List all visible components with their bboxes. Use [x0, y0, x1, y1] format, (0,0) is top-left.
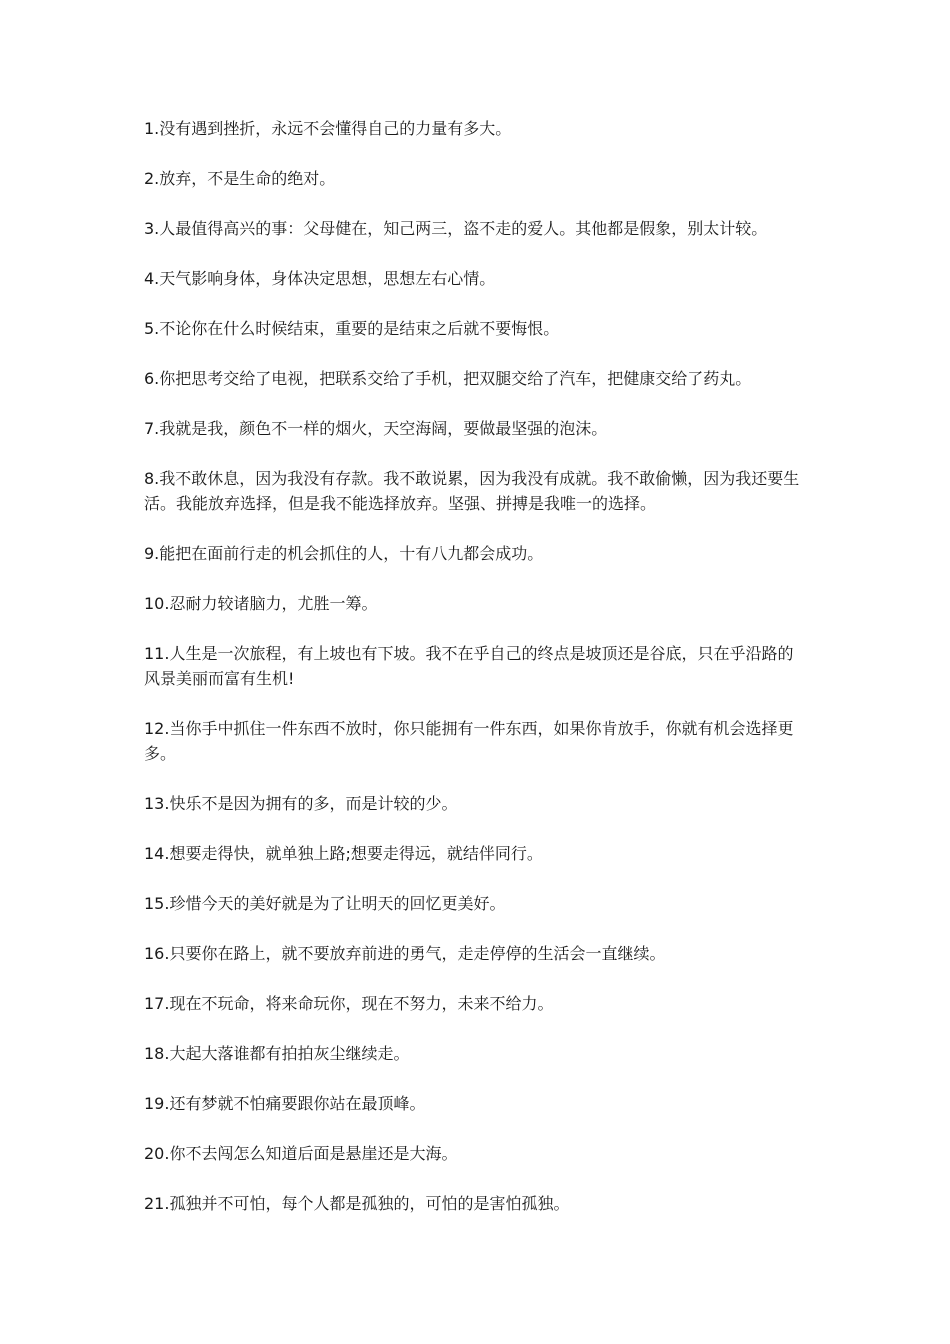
paragraph-13: 13.快乐不是因为拥有的多，而是计较的少。 — [144, 794, 458, 813]
paragraph-1: 1.没有遇到挫折，永远不会懂得自己的力量有多大。 — [144, 119, 512, 138]
paragraph-18: 18.大起大落谁都有拍拍灰尘继续走。 — [144, 1044, 410, 1063]
paragraph-11: 11.人生是一次旅程，有上坡也有下坡。我不在乎自己的终点是坡顶还是谷底，只在乎沿路的风景美丽而富有生机! — [144, 644, 794, 688]
paragraph-6: 6.你把思考交给了电视，把联系交给了手机，把双腿交给了汽车，把健康交给了药丸。 — [144, 369, 752, 388]
paragraph-3: 3.人最值得高兴的事：父母健在，知己两三，盗不走的爱人。其他都是假象，别太计较。 — [144, 219, 768, 238]
paragraph-5: 5.不论你在什么时候结束，重要的是结束之后就不要悔恨。 — [144, 319, 560, 338]
paragraph-17: 17.现在不玩命，将来命玩你，现在不努力，未来不给力。 — [144, 994, 554, 1013]
paragraph-19: 19.还有梦就不怕痛要跟你站在最顶峰。 — [144, 1094, 426, 1113]
paragraph-4: 4.天气影响身体，身体决定思想，思想左右心情。 — [144, 269, 496, 288]
paragraph-20: 20.你不去闯怎么知道后面是悬崖还是大海。 — [144, 1144, 458, 1163]
paragraph-9: 9.能把在面前行走的机会抓住的人，十有八九都会成功。 — [144, 544, 544, 563]
document-body — [144, 116, 808, 1241]
paragraph-14: 14.想要走得快，就单独上路;想要走得远，就结伴同行。 — [144, 844, 543, 863]
paragraph-7: 7.我就是我，颜色不一样的烟火，天空海阔，要做最坚强的泡沫。 — [144, 419, 608, 438]
paragraph-2: 2.放弃，不是生命的绝对。 — [144, 169, 336, 188]
paragraph-10: 10.忍耐力较诸脑力，尤胜一筹。 — [144, 594, 378, 613]
paragraph-15: 15.珍惜今天的美好就是为了让明天的回忆更美好。 — [144, 894, 506, 913]
paragraph-8: 8.我不敢休息，因为我没有存款。我不敢说累，因为我没有成就。我不敢偷懒，因为我还要生活。我能放弃选择，但是我不能选择放弃。坚强、拼搏是我唯一的选择。 — [144, 469, 800, 513]
paragraph-12: 12.当你手中抓住一件东西不放时，你只能拥有一件东西，如果你肯放手，你就有机会选择更多。 — [144, 719, 794, 763]
paragraph-21: 21.孤独并不可怕，每个人都是孤独的，可怕的是害怕孤独。 — [144, 1194, 570, 1213]
paragraph-16: 16.只要你在路上，就不要放弃前进的勇气，走走停停的生活会一直继续。 — [144, 944, 666, 963]
